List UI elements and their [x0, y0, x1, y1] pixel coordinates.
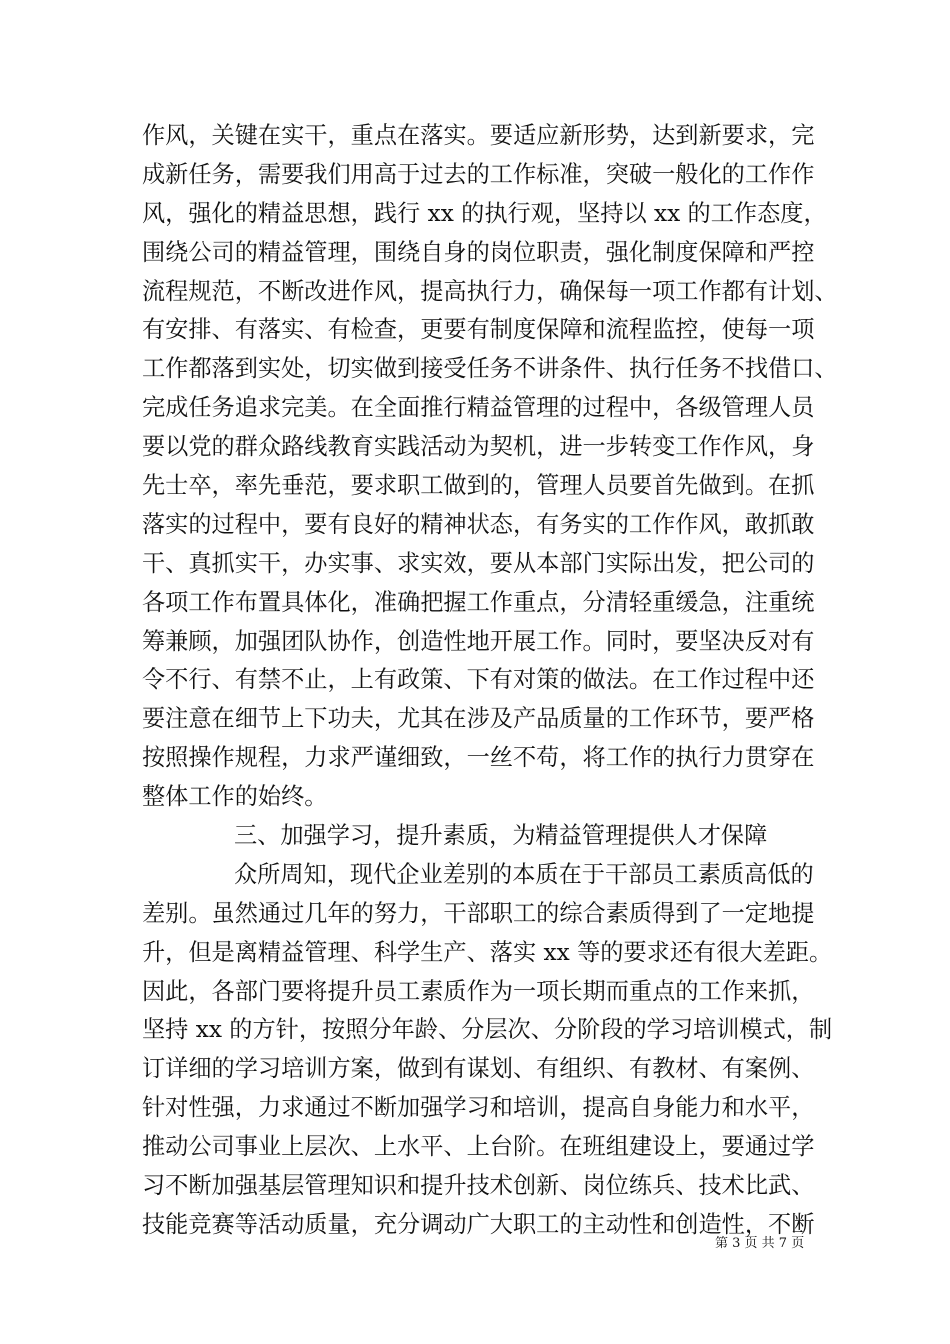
text-line: 作风，关键在实干，重点在落实。要适应新形势，达到新要求，完 — [142, 122, 815, 149]
text-line: 升，但是离精益管理、科学生产、落实 xx 等的要求还有很大差距。 — [142, 938, 833, 966]
text-line: 各项工作布置具体化，准确把握工作重点，分清轻重缓急，注重统 — [142, 588, 815, 616]
text-line: 要注意在细节上下功夫，尤其在涉及产品质量的工作环节，要严格 — [142, 705, 815, 733]
text-line: 订详细的学习培训方案，做到有谋划、有组织、有教材、有案例、 — [142, 1055, 815, 1083]
text-line: 落实的过程中，要有良好的精神状态，有务实的工作作风，敢抓敢 — [142, 510, 815, 538]
text-line: 差别。虽然通过几年的努力，干部职工的综合素质得到了一定地提 — [142, 899, 815, 927]
text-line: 整体工作的始终。 — [142, 783, 328, 811]
section-heading: 三、加强学习，提升素质，为精益管理提供人才保障 — [234, 822, 768, 850]
text-line: 干、真抓实干，办实事、求实效，要从本部门实际出发，把公司的 — [142, 549, 815, 577]
text-line: 令不行、有禁不止，上有政策、下有对策的做法。在工作过程中还 — [142, 666, 815, 694]
text-line: 众所周知，现代企业差别的本质在于干部员工素质高低的 — [234, 860, 814, 888]
text-line: 工作都落到实处，切实做到接受任务不讲条件、执行任务不找借口、 — [142, 355, 838, 383]
text-line: 筹兼顾，加强团队协作，创造性地开展工作。同时，要坚决反对有 — [142, 627, 815, 655]
text-line: 成新任务，需要我们用高于过去的工作标准，突破一般化的工作作 — [142, 160, 815, 188]
text-line: 技能竞赛等活动质量，充分调动广大职工的主动性和创造性，不断 — [142, 1210, 815, 1238]
text-line: 要以党的群众路线教育实践活动为契机，进一步转变工作作风，身 — [142, 433, 815, 461]
text-line: 推动公司事业上层次、上水平、上台阶。在班组建设上，要通过学 — [142, 1133, 815, 1161]
page-number-footer: 第 3 页 共 7 页 — [715, 1236, 805, 1251]
text-line: 坚持 xx 的方针，按照分年龄、分层次、分阶段的学习培训模式，制 — [142, 1016, 833, 1044]
text-line: 针对性强，力求通过不断加强学习和培训，提高自身能力和水平， — [142, 1094, 815, 1122]
text-line: 风，强化的精益思想，践行 xx 的执行观，坚持以 xx 的工作态度， — [142, 199, 827, 227]
text-line: 有安排、有落实、有检查，更要有制度保障和流程监控，使每一项 — [142, 316, 815, 344]
document-body — [142, 117, 838, 1245]
text-line: 习不断加强基层管理知识和提升技术创新、岗位练兵、技术比武、 — [142, 1172, 815, 1200]
text-line: 按照操作规程，力求严谨细致，一丝不苟，将工作的执行力贯穿在 — [142, 744, 815, 772]
text-line: 围绕公司的精益管理，围绕自身的岗位职责，强化制度保障和严控 — [142, 238, 815, 266]
text-line: 流程规范，不断改进作风，提高执行力，确保每一项工作都有计划、 — [142, 277, 838, 305]
text-line: 先士卒，率先垂范，要求职工做到的，管理人员要首先做到。在抓 — [142, 472, 815, 500]
text-line: 完成任务追求完美。在全面推行精益管理的过程中，各级管理人员 — [142, 394, 815, 422]
text-line: 因此，各部门要将提升员工素质作为一项长期而重点的工作来抓， — [142, 977, 815, 1005]
